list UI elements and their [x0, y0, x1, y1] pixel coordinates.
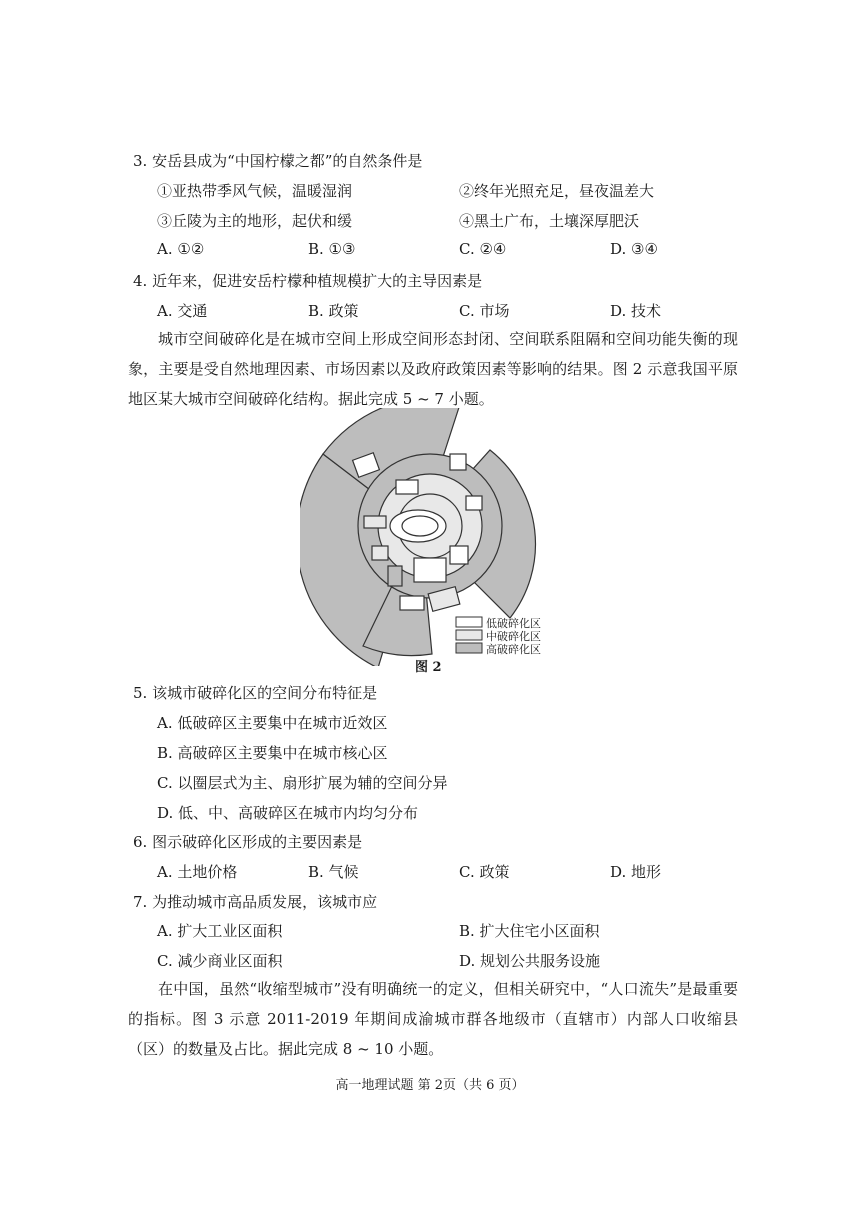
q3-option-a: A. ①② [157, 240, 205, 258]
q3-option-b: B. ①③ [308, 240, 356, 258]
q3-item-1: ①亚热带季风气候，温暖湿润 [157, 182, 353, 200]
core-inner-ellipse [402, 516, 438, 536]
q6-option-b: B. 气候 [308, 863, 359, 881]
q5-option-a: A. 低破碎区主要集中在城市近效区 [157, 714, 388, 732]
patch-low-5 [372, 546, 388, 560]
q3-item-2: ②终年光照充足，昼夜温差大 [459, 182, 655, 200]
q6-stem: 6. 图示破碎化区形成的主要因素是 [133, 833, 363, 851]
q4-option-a: A. 交通 [157, 302, 208, 320]
patch-low-7 [450, 546, 468, 564]
q4-option-d: D. 技术 [610, 302, 662, 320]
q7-option-b: B. 扩大住宅小区面积 [459, 922, 600, 940]
patch-low-2 [450, 454, 466, 470]
q3-option-c: C. ②④ [459, 240, 507, 258]
figure-2 [300, 408, 560, 670]
q3-stem: 3. 安岳县成为“中国柠檬之都”的自然条件是 [133, 152, 423, 170]
figure-2-caption: 图 2 [415, 660, 442, 675]
patch-low-10 [466, 496, 482, 510]
q6-option-a: A. 土地价格 [157, 863, 238, 881]
q6-option-d: D. 地形 [610, 863, 662, 881]
q4-option-b: B. 政策 [308, 302, 359, 320]
legend-swatch-high [456, 643, 482, 653]
patch-low-4 [364, 516, 386, 528]
patch-low-6 [414, 558, 446, 582]
patch-low-11 [388, 566, 402, 586]
q7-option-d: D. 规划公共服务设施 [459, 952, 601, 970]
passage-shrinking-cities: 在中国，虽然“收缩型城市”没有明确统一的定义，但相关研究中，“人口流失”是最重要的指标。图 3 示意 2011-2019 年期间成渝城市群各地级市（直辖市）内部人口收缩县（区）的数量及占比。据此完成 8 ~ 10 小题。 [128, 980, 738, 1058]
q5-stem: 5. 该城市破碎化区的空间分布特征是 [133, 684, 378, 702]
page-footer: 高一地理试题 第 2页（共 6 页） [335, 1078, 525, 1093]
q5-option-d: D. 低、中、高破碎区在城市内均匀分布 [157, 804, 419, 822]
legend-swatch-mid [456, 630, 482, 640]
q7-option-c: C. 减少商业区面积 [157, 952, 283, 970]
legend-label-high: 高破碎化区 [486, 643, 541, 656]
q6-option-c: C. 政策 [459, 863, 510, 881]
patch-low-8 [400, 596, 424, 610]
q5-option-c: C. 以圈层式为主、扇形扩展为辅的空间分异 [157, 774, 448, 792]
q3-option-d: D. ③④ [610, 240, 658, 258]
q4-option-c: C. 市场 [459, 302, 510, 320]
q3-item-4: ④黑土广布，土壤深厚肥沃 [459, 212, 640, 230]
q3-item-3: ③丘陵为主的地形，起伏和缓 [157, 212, 353, 230]
legend-label-mid: 中破碎化区 [486, 630, 541, 643]
legend-label-low: 低破碎化区 [486, 617, 541, 630]
q7-stem: 7. 为推动城市高品质发展，该城市应 [133, 893, 378, 911]
patch-low-3 [396, 480, 418, 494]
legend-swatch-low [456, 617, 482, 627]
q4-stem: 4. 近年来，促进安岳柠檬种植规模扩大的主导因素是 [133, 272, 483, 290]
q5-option-b: B. 高破碎区主要集中在城市核心区 [157, 744, 388, 762]
q7-option-a: A. 扩大工业区面积 [157, 922, 283, 940]
passage-urban-fragmentation: 城市空间破碎化是在城市空间上形成空间形态封闭、空间联系阻隔和空间功能失衡的现象，主要是受自然地理因素、市场因素以及政府政策因素等影响的结果。图 2 示意我国平原地区某大城市空间破碎化结构。据此完成 5 ~ 7 小题。 [128, 330, 738, 408]
